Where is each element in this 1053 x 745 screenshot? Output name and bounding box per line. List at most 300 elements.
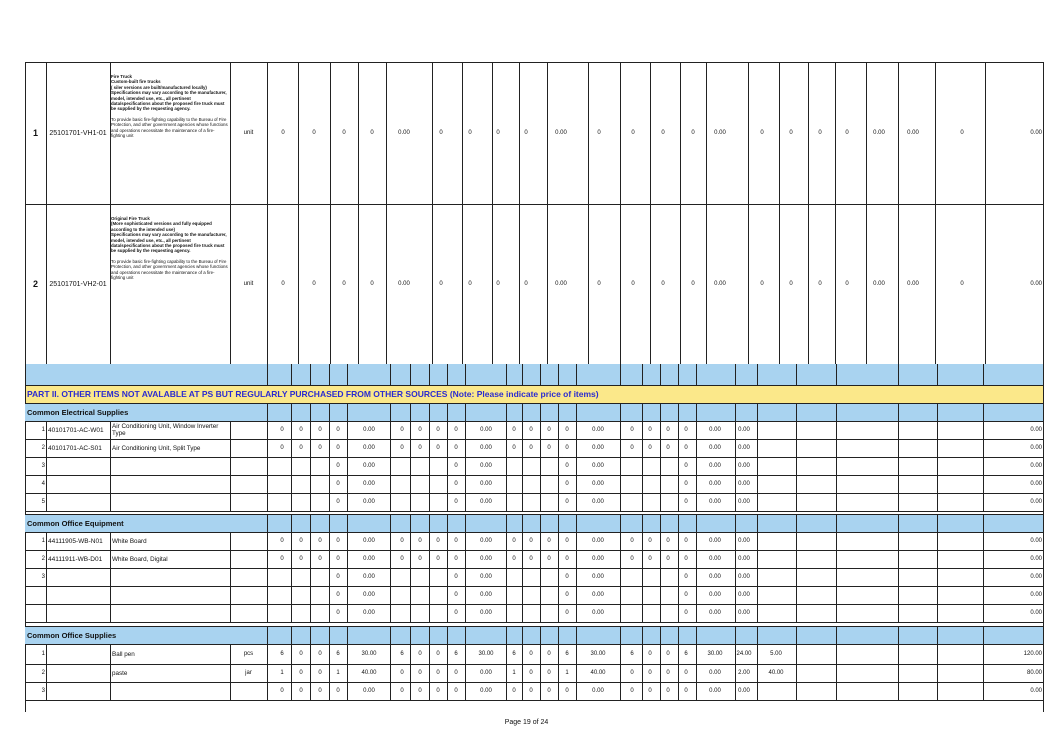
value-cell: 0 [436, 650, 440, 657]
value-cell: 0 [280, 444, 284, 451]
value-cell [760, 568, 792, 586]
grid-vline [576, 403, 577, 421]
value-cell: 0 [845, 129, 849, 136]
value-cell: 0 [547, 669, 551, 676]
grid-vline [558, 626, 559, 644]
value-cell: 0 [436, 687, 440, 694]
value-cell: 0.00 [363, 537, 375, 544]
header-band [25, 364, 1043, 385]
unit-cell: jar [245, 669, 252, 676]
grid-vline [678, 421, 679, 511]
unit-cell [230, 421, 267, 439]
grid-vline [447, 403, 448, 421]
value-cell: 0.00 [1030, 280, 1042, 287]
value-cell: 0 [418, 426, 422, 433]
value-cell: 0.00 [592, 555, 604, 562]
grid-vline [410, 364, 411, 385]
value-cell: 0 [336, 480, 340, 487]
grid-vline [757, 421, 758, 511]
grid-vline [836, 364, 837, 385]
grid-vline [898, 364, 899, 385]
value-cell: 0 [789, 280, 793, 287]
grid-vline [429, 532, 430, 622]
grid-hline [25, 514, 1043, 515]
value-cell: 0 [845, 280, 849, 287]
value-cell: 0.00 [480, 609, 492, 616]
value-cell: 0.00 [592, 687, 604, 694]
grid-vline [310, 644, 311, 700]
grid-vline [540, 644, 541, 700]
value-cell: 0.00 [592, 462, 604, 469]
grid-vline [291, 421, 292, 511]
value-cell: 0.00 [480, 537, 492, 544]
value-cell: 0 [630, 537, 634, 544]
value-cell: 0.00 [363, 426, 375, 433]
value-cell: 0 [565, 480, 569, 487]
value-cell: 0 [630, 444, 634, 451]
value-cell: 0 [312, 129, 316, 136]
grid-vline [937, 421, 938, 511]
item-description: paste [112, 669, 128, 677]
value-cell: 0 [547, 426, 551, 433]
value-cell: 0.00 [480, 573, 492, 580]
item-code [46, 493, 110, 511]
value-cell: 0 [547, 555, 551, 562]
value-cell: 0 [597, 280, 601, 287]
value-cell: 0 [299, 650, 303, 657]
unit-cell [230, 682, 267, 700]
value-cell: 0 [512, 444, 516, 451]
grid-vline [642, 514, 643, 532]
grid-vline [291, 514, 292, 532]
value-cell: 0 [684, 462, 688, 469]
grid-hline [25, 626, 1043, 627]
value-cell: 0.00 [555, 280, 567, 287]
value-cell [760, 457, 792, 475]
value-cell: 0 [512, 555, 516, 562]
value-cell: 0.00 [738, 444, 750, 451]
value-cell: 0 [418, 537, 422, 544]
unit-cell [230, 439, 267, 457]
page-number: Page 19 of 24 [504, 719, 549, 726]
value-cell: 0 [789, 129, 793, 136]
value-cell: 0 [529, 537, 533, 544]
value-cell: 0 [468, 129, 472, 136]
grid-vline [983, 364, 984, 385]
grid-vline [757, 626, 758, 644]
value-cell: 0 [336, 687, 340, 694]
grid-vline [642, 626, 643, 644]
grid-vline [506, 364, 507, 385]
row-number [25, 586, 46, 604]
grid-vline [735, 421, 736, 511]
grid-vline [620, 403, 621, 421]
value-cell: 0 [281, 129, 285, 136]
value-cell [760, 586, 792, 604]
grid-vline [310, 364, 311, 385]
grid-vline [522, 403, 523, 421]
grid-vline [898, 514, 899, 532]
grid-vline [937, 644, 938, 700]
grid-vline [983, 403, 984, 421]
grid-vline [329, 644, 330, 700]
grid-vline [447, 626, 448, 644]
value-cell: 0 [684, 444, 688, 451]
grid-vline [410, 421, 411, 511]
value-cell: 0 [454, 498, 458, 505]
grid-vline [429, 421, 430, 511]
grid-vline [347, 626, 348, 644]
value-cell: 0.00 [480, 426, 492, 433]
grid-vline [796, 403, 797, 421]
grid-hline [25, 403, 1043, 404]
value-cell: 0.00 [480, 480, 492, 487]
value-cell: 6 [630, 650, 634, 657]
grid-vline [447, 514, 448, 532]
grid-vline [796, 644, 797, 700]
grid-vline [329, 532, 330, 622]
value-cell: 0 [529, 555, 533, 562]
grid-vline [696, 644, 697, 700]
value-cell: 0 [818, 280, 822, 287]
grid-vline [347, 403, 348, 421]
value-cell: 0.00 [1030, 480, 1042, 487]
grid-vline [678, 644, 679, 700]
value-cell: 0.00 [1030, 591, 1042, 598]
grid-vline [522, 532, 523, 622]
item-description [111, 74, 228, 138]
value-cell [760, 532, 792, 550]
grid-vline [267, 364, 268, 385]
grid-vline [267, 403, 268, 421]
value-cell: 0 [597, 129, 601, 136]
value-cell: 0 [684, 669, 688, 676]
value-cell: 0.00 [873, 129, 885, 136]
value-cell: 0 [666, 426, 670, 433]
value-cell: 0.00 [709, 426, 721, 433]
value-cell: 0 [299, 555, 303, 562]
unit-cell [230, 457, 267, 475]
value-cell: 0 [547, 650, 551, 657]
description-line: ( siler versions are built/manufactured locally) [111, 84, 207, 90]
value-cell: 1 [565, 669, 569, 676]
grid-vline [937, 364, 938, 385]
grid-vline [429, 514, 430, 532]
item-code [46, 664, 110, 682]
value-cell: 0 [529, 444, 533, 451]
value-cell: 0 [684, 426, 688, 433]
value-cell: 0.00 [1030, 462, 1042, 469]
grid-vline [447, 364, 448, 385]
grid-vline [447, 532, 448, 622]
grid-vline [696, 403, 697, 421]
value-cell: 0 [524, 280, 528, 287]
value-cell: 0.00 [907, 129, 919, 136]
value-cell: 0 [454, 462, 458, 469]
value-cell: 0 [661, 280, 665, 287]
value-cell: 0 [648, 650, 652, 657]
value-cell: 0.00 [1030, 498, 1042, 505]
unit-cell [230, 475, 267, 493]
value-cell: 0 [630, 426, 634, 433]
value-cell: 0 [400, 687, 404, 694]
grid-vline [310, 626, 311, 644]
grid-vline [678, 403, 679, 421]
value-cell: 0 [318, 650, 322, 657]
value-cell: 0 [960, 129, 964, 136]
grid-vline [983, 421, 984, 511]
value-cell: 0 [666, 687, 670, 694]
value-cell: 0 [436, 555, 440, 562]
value-cell: 0 [418, 669, 422, 676]
item-description [110, 586, 230, 604]
unit-cell: unit [243, 129, 254, 136]
grid-vline [678, 364, 679, 385]
value-cell: 0 [370, 280, 374, 287]
item-description: Air Conditioning Unit, Split Type [112, 444, 201, 452]
value-cell: 0 [648, 555, 652, 562]
value-cell: 0.00 [398, 280, 410, 287]
grid-vline [329, 514, 330, 532]
grid-vline [678, 514, 679, 532]
value-cell: 30.00 [707, 650, 723, 657]
value-cell: 0.00 [1030, 555, 1042, 562]
grid-vline [522, 514, 523, 532]
row-number: 1 [41, 537, 45, 544]
value-cell: 30.00 [590, 650, 606, 657]
value-cell: 0 [454, 444, 458, 451]
value-cell: 24.00 [736, 650, 752, 657]
grid-vline [429, 364, 430, 385]
item-code: 40101701-AC-W01 [48, 426, 104, 434]
grid-vline [696, 532, 697, 622]
grid-vline [757, 644, 758, 700]
value-cell: 0.00 [1030, 444, 1042, 451]
grid-vline [310, 421, 311, 511]
row-number: 5 [41, 498, 45, 505]
grid-vline [620, 421, 621, 511]
section-band [25, 626, 1043, 644]
value-cell: 0 [631, 129, 635, 136]
grid-vline [696, 514, 697, 532]
grid-vline [230, 532, 231, 622]
section-title: Common Office Equipment [27, 518, 124, 528]
grid-hline [25, 385, 1043, 386]
value-cell: 6 [454, 650, 458, 657]
grid-vline [558, 644, 559, 700]
value-cell [760, 421, 792, 439]
value-cell: 0.00 [480, 444, 492, 451]
grid-vline [390, 532, 391, 622]
grid-vline [985, 62, 986, 364]
value-cell: 0.00 [738, 498, 750, 505]
value-cell: 0 [454, 609, 458, 616]
grid-vline [410, 514, 411, 532]
value-cell: 120.00 [1023, 650, 1042, 657]
grid-vline [620, 364, 621, 385]
item-code: 44111905-WB-N01 [48, 537, 103, 545]
grid-vline [329, 403, 330, 421]
value-cell: 0.00 [709, 669, 721, 676]
value-cell: 0.00 [592, 498, 604, 505]
grid-vline [678, 626, 679, 644]
value-cell: 0 [299, 669, 303, 676]
value-cell: 0 [684, 687, 688, 694]
value-cell: 0 [760, 129, 764, 136]
value-cell [760, 550, 792, 568]
grid-vline [620, 626, 621, 644]
grid-vline [983, 644, 984, 700]
unit-cell [230, 493, 267, 511]
value-cell: 0 [684, 498, 688, 505]
value-cell: 0.00 [480, 498, 492, 505]
grid-vline [576, 364, 577, 385]
grid-vline [267, 626, 268, 644]
value-cell: 0 [691, 129, 695, 136]
grid-vline [429, 644, 430, 700]
section-title: Common Electrical Supplies [27, 407, 129, 417]
unit-cell: unit [243, 280, 254, 287]
grid-vline [347, 644, 348, 700]
grid-vline [735, 403, 736, 421]
value-cell: 0.00 [714, 280, 726, 287]
value-cell: 0 [547, 687, 551, 694]
value-cell: 1 [280, 669, 284, 676]
value-cell: 0 [565, 426, 569, 433]
grid-vline [347, 421, 348, 511]
value-cell: 0.00 [592, 609, 604, 616]
unit-cell [230, 550, 267, 568]
grid-vline [696, 626, 697, 644]
grid-vline [410, 532, 411, 622]
value-cell: 0.00 [1030, 609, 1042, 616]
value-cell: 0.00 [592, 426, 604, 433]
item-description [110, 493, 230, 511]
value-cell: 40.00 [590, 669, 606, 676]
row-number: 4 [41, 480, 45, 487]
grid-vline [540, 421, 541, 511]
value-cell: 0.00 [592, 573, 604, 580]
grid-vline [836, 626, 837, 644]
grid-vline [310, 532, 311, 622]
grid-vline [291, 403, 292, 421]
value-cell: 0.00 [1030, 129, 1042, 136]
grid-vline [465, 626, 466, 644]
grid-vline [642, 644, 643, 700]
value-cell: 0 [454, 687, 458, 694]
item-description: White Board, Digital [112, 555, 168, 563]
value-cell: 0 [630, 687, 634, 694]
row-number: 3 [41, 462, 45, 469]
value-cell: 0 [318, 444, 322, 451]
value-cell: 5.00 [770, 650, 782, 657]
grid-vline [757, 514, 758, 532]
grid-vline [522, 626, 523, 644]
grid-vline [757, 364, 758, 385]
grid-vline [390, 403, 391, 421]
grid-vline [558, 364, 559, 385]
grid-vline [267, 644, 268, 700]
grid-vline [757, 532, 758, 622]
grid-vline [429, 626, 430, 644]
value-cell: 0 [684, 573, 688, 580]
item-code [46, 682, 110, 700]
value-cell: 0.00 [738, 555, 750, 562]
value-cell: 0 [418, 687, 422, 694]
value-cell: 0 [336, 591, 340, 598]
grid-vline [506, 532, 507, 622]
value-cell: 0.00 [592, 444, 604, 451]
value-cell: 0.00 [709, 498, 721, 505]
grid-vline [642, 364, 643, 385]
grid-vline [796, 514, 797, 532]
value-cell: 0 [684, 591, 688, 598]
grid-vline [796, 626, 797, 644]
value-cell: 0 [336, 609, 340, 616]
value-cell: 6 [684, 650, 688, 657]
grid-vline [329, 626, 330, 644]
value-cell: 0 [400, 444, 404, 451]
value-cell: 0 [454, 669, 458, 676]
value-cell: 0 [318, 669, 322, 676]
value-cell: 0 [400, 537, 404, 544]
grid-vline [576, 421, 577, 511]
value-cell: 0.00 [480, 591, 492, 598]
grid-vline [937, 532, 938, 622]
grid-vline [410, 403, 411, 421]
value-cell: 0 [631, 280, 635, 287]
value-cell: 0 [661, 129, 665, 136]
value-cell: 0 [436, 669, 440, 676]
value-cell: 0 [529, 650, 533, 657]
value-cell [760, 475, 792, 493]
grid-vline [576, 626, 577, 644]
value-cell: 0.00 [1030, 687, 1042, 694]
grid-vline [46, 644, 47, 700]
value-cell: 0 [648, 669, 652, 676]
value-cell: 0 [565, 555, 569, 562]
value-cell: 0.00 [363, 480, 375, 487]
grid-vline [347, 364, 348, 385]
grid-vline [540, 403, 541, 421]
grid-vline [522, 644, 523, 700]
grid-vline [390, 364, 391, 385]
item-description [110, 568, 230, 586]
value-cell: 6 [512, 650, 516, 657]
value-cell: 0.00 [480, 669, 492, 676]
value-cell: 0 [280, 426, 284, 433]
value-cell: 0 [336, 537, 340, 544]
grid-vline [522, 364, 523, 385]
value-cell: 0 [512, 426, 516, 433]
value-cell: 0 [336, 498, 340, 505]
value-cell: 0.00 [738, 573, 750, 580]
value-cell: 6 [336, 650, 340, 657]
value-cell: 0 [318, 555, 322, 562]
item-description [110, 604, 230, 622]
description-line: Specifications may vary according to the manufacturer, model, intended use, etc., all pertinent data/specifications about the proposed fire truck must be supplied by the requesting agency. [111, 90, 227, 112]
description-note: To provide basic fire-fighting capability to the Bureau of Fire Protection, and other government agencies whose functions and operations necessitate the maintenance of a fire-fighting unit [111, 116, 228, 139]
value-cell: 0 [436, 444, 440, 451]
value-cell: 0 [280, 555, 284, 562]
grid-hline [25, 700, 1043, 701]
item-description: Ball pen [112, 650, 135, 658]
value-cell: 0 [684, 555, 688, 562]
row-number: 3 [41, 573, 45, 580]
grid-vline [757, 403, 758, 421]
value-cell: 0 [280, 537, 284, 544]
grid-vline [937, 514, 938, 532]
